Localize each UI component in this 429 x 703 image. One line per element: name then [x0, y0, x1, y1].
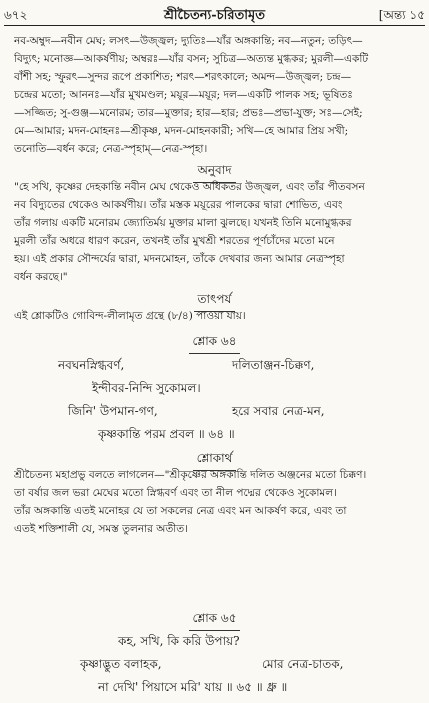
translation-line: তাঁর গলায় একটি মনোরম জ্যোতির্ময় মুক্তার মালা ঝুলছে। যখনই তিনি মনোমুগ্ধকর — [14, 217, 352, 229]
word-meaning-line: তনোতি—বর্ধন করে; নেত্র-স্পৃহাম্—নেত্র-স্পৃহা। — [14, 143, 208, 155]
verse-line: না দেখি' পিয়াসে মরি' যায় ॥ ৬৫ ॥ ধ্রু ॥ — [98, 680, 288, 694]
verse-meaning-line: শ্রীচৈতন্য মহাপ্রভু বলতে লাগলেন—"শ্রীকৃষ্ণের অঙ্গকান্তি দলিত অঞ্জনের মতো চিক্কণ। — [14, 469, 367, 481]
purport-heading: তাৎপর্য — [0, 291, 429, 312]
verse-line: কৃষ্ণকান্তি পরম প্রবল ॥ ৬৪ ॥ — [98, 427, 235, 441]
purport-line: এই শ্লোকটিও গোবিন্দ-লীলামৃত গ্রন্থে (৮/৪) পাওয়া যায়। — [14, 310, 246, 322]
translation-text — [14, 178, 419, 286]
verse-64-meaning-heading: শ্লোকার্থ — [0, 450, 429, 471]
page-number: ৬৭২ — [4, 8, 28, 22]
verse-line: মোর নেত্র-চাতক, — [262, 657, 344, 671]
verse-line: কহ, সখি, কি করি উপায়? — [118, 634, 240, 648]
translation-line: মুরলী তাঁর অধরে ধারণ করেন, তখনই তাঁর মুখশ্রী শরতের পূর্ণচাঁদের মতো মনে — [14, 235, 335, 247]
verse-64 — [0, 354, 429, 446]
word-meaning-line: চন্দ্রের মতো; আননঃ—যাঁর মুখমণ্ডল; ময়ূর—ময়ূর; দল—একটি পালক সহ; ভূষিতঃ — [14, 89, 353, 101]
section-marker: [অন্ত্য ১৫ — [378, 8, 425, 22]
word-meaning-line: মে—আমার; মদন-মোহনঃ—শ্রীকৃষ্ণ, মদন-মোহনকারী; সখি—হে আমার প্রিয় সখী; — [14, 125, 349, 137]
translation-line: বর্ধন করছে।" — [14, 271, 68, 283]
verse-64-heading: শ্লোক ৬৪ — [0, 333, 429, 354]
translation-heading: অনুবাদ — [0, 162, 429, 183]
verse-65-heading: শ্লোক ৬৫ — [0, 610, 429, 631]
verse-line: হরে সবার নেত্র-মন, — [232, 404, 325, 418]
word-meaning-line: নব-অম্বুদ—নবীন মেঘ; লসৎ—উজ্জ্বল; দ্যুতিঃ—যাঁর অঙ্গকান্তি; নব—নতুন; তড়িৎ— — [14, 35, 363, 47]
verse-line: ইন্দীবর-নিন্দি সুকোমল। — [92, 381, 201, 395]
verse-line: দলিতাঞ্জন-চিক্কণ, — [232, 358, 315, 372]
verse-meaning-line: তাঁর অঙ্গকান্তি এতই মনোহর যে তা সকলের নেত্র এবং মন আকর্ষণ করে, এবং তা — [14, 505, 347, 517]
translation-line: হয়। এই প্রকার সৌন্দর্যের দ্বারা, মদনমোহন, তাঁকে দেখবার জন্য আমার নেত্রস্পৃহা — [14, 253, 345, 265]
verse-line: নবঘনস্নিগ্ধবর্ণ, — [58, 358, 125, 372]
verse-65 — [0, 630, 429, 700]
translation-line: "হে সখি, কৃষ্ণের দেহকান্তি নবীন মেঘ থেকেও অধিকতর উজ্জ্বল, এবং তাঁর পীতবসন — [14, 181, 365, 193]
verse-line: জিনি' উপমান-গণ, — [68, 404, 158, 418]
page-header — [4, 4, 425, 26]
translation-line: নব বিদ্যুতের থেকেও আকর্ষণীয়। তাঁর মস্তক ময়ূরের পালকের দ্বারা শোভিত, এবং — [14, 199, 343, 211]
word-meanings — [14, 32, 419, 158]
running-title: শ্রীচৈতন্য-চরিতামৃত — [163, 8, 266, 23]
word-meaning-line: —সজ্জিত; সু-গুঞ্জ—মনোরম; তার—মুক্তার; হার—হার; প্রভঃ—প্রভা-যুক্ত; সঃ—সেই; — [14, 107, 363, 119]
word-meaning-line: বিদ্যুৎ; মনোজ্ঞ—আকর্ষণীয়; অম্বরঃ—যাঁর বসন; সুচিত্র—অত্যন্ত মুগ্ধকর; মুরলী—একটি — [14, 53, 369, 65]
purport-text — [14, 307, 419, 325]
header-rule — [4, 25, 425, 26]
verse-meaning-line: এতই শক্তিশালী যে, সমস্ত তুলনার অতীত। — [14, 523, 188, 535]
verse-meaning-line: তা বর্ষার জল ভরা মেঘের মতো স্নিগ্ধবর্ণ এবং তা নীল পদ্মের থেকেও সুকোমল। — [14, 487, 337, 499]
verse-line: কৃষ্ণাদ্ভুত বলাহক, — [80, 657, 162, 671]
word-meaning-line: বাঁশী সহ; স্ফুরৎ—সুন্দর রূপে প্রকাশিত; শরৎ—শরৎকালে; অমন্দ—উজ্জ্বল; চন্দ্র— — [14, 71, 352, 83]
verse-64-meaning — [14, 466, 419, 538]
